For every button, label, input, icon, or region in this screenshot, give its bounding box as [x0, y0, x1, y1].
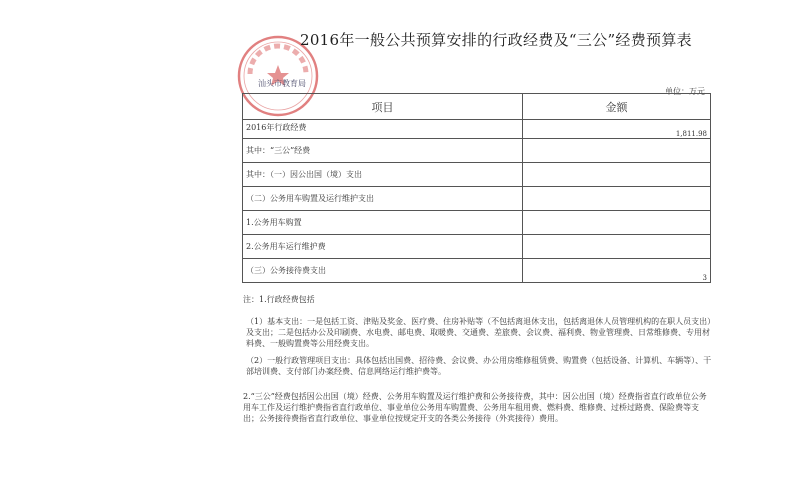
row-amount: 1,811.98	[523, 120, 711, 139]
row-amount	[523, 163, 711, 187]
table-row	[243, 139, 711, 163]
table-row	[243, 235, 711, 259]
document-title: 2016年一般公共预算安排的行政经费及“三公”经费预算表	[300, 31, 692, 49]
table-row	[243, 211, 711, 235]
row-label: 2.公务用车运行维护费	[243, 235, 523, 259]
note-admin-projects: （2）一般行政管理项目支出：具体包括出国费、招待费、会议费、办公用房维修租赁费、购置费（包括设备、计算机、车辆等）、干部培训费、支付部门办案经费、信息网络运行维护费等。	[246, 356, 712, 376]
header-amount: 金额	[523, 94, 711, 120]
notes-section	[243, 294, 713, 427]
row-amount	[523, 235, 711, 259]
organization-name: 汕头市教育局	[258, 79, 306, 88]
table-row	[243, 120, 711, 139]
table-row	[243, 259, 711, 283]
row-amount	[523, 187, 711, 211]
note-three-public-expenses: 2.“三公”经费包括因公出国（境）经费、公务用车购置及运行维护费和公务接待费，其中：因公出国（境）经费指省直行政单位公务用车工作及运行维护费指省直行政单位、事业单位公务用车购置费、公务用车租用费、燃料费、维修费、过桥过路费、保险费等支出；公务接待费指省直行政单位、事业单位按规定开支的各类公务接待（外宾接待）费用。	[243, 392, 707, 423]
row-label: （三）公务接待费支出	[243, 259, 523, 283]
row-amount: 3	[523, 259, 711, 283]
notes-heading: 注：1.行政经费包括	[243, 295, 315, 304]
row-label: 2016年行政经费	[243, 120, 523, 139]
header-item: 项目	[243, 94, 523, 120]
budget-table	[242, 93, 711, 283]
unit-label: 单位：万元	[665, 87, 705, 96]
row-label: （二）公务用车购置及运行维护支出	[243, 187, 523, 211]
note-basic-expenditure: （1）基本支出：一是包括工资、津贴及奖金、医疗费、住房补贴等（不包括离退休支出，包括离退休人员管理机构的在职人员支出）及支出；二是包括办公及印刷费、水电费、邮电费、取暖费、交通费、差旅费、会议费、福利费、物业管理费、日常维修费、专用材料费、一般购置费等公用经费支出。	[246, 317, 712, 348]
row-label: 其中：“三公”经费	[243, 139, 523, 163]
table-header-row	[243, 94, 711, 120]
row-label: 其中：（一）因公出国（境）支出	[243, 163, 523, 187]
table-row	[243, 163, 711, 187]
table-row	[243, 187, 711, 211]
row-amount	[523, 139, 711, 163]
row-label: 1.公务用车购置	[243, 211, 523, 235]
row-amount	[523, 211, 711, 235]
